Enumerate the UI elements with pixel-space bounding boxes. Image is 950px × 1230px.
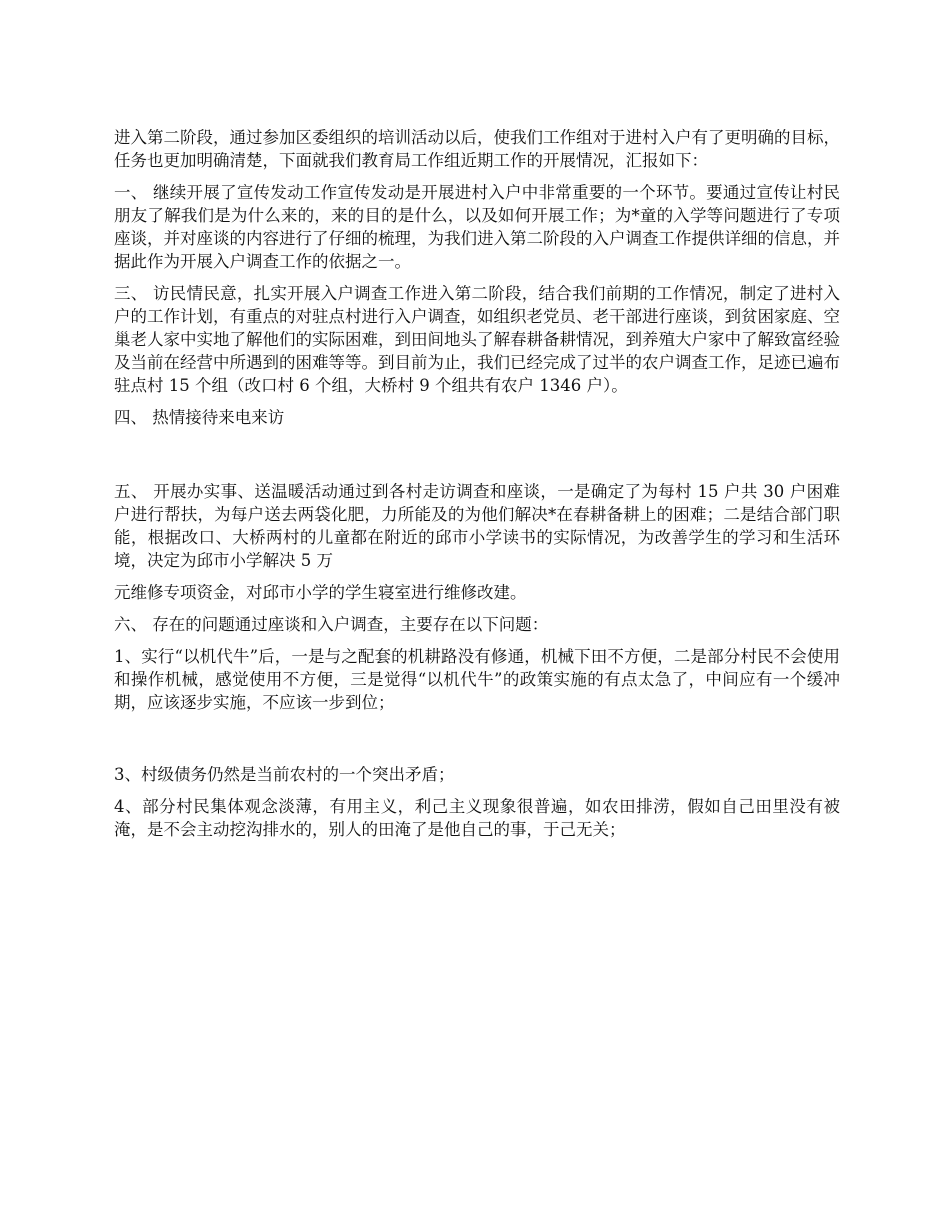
paragraph-section-5: 五、 开展办实事、送温暖活动通过到各村走访调查和座谈，一是确定了为每村 15 户共 30 户困难户进行帮扶，为每户送去两袋化肥，力所能及的为他们解决*在春耕备耕上的困难；二是结合部门职能，根据改口、大桥两村的儿童都在附近的邱市小学读书的实际情况，为改善学生的学习和生活环境，决定为邱市小学解决 5 万 (114, 482, 840, 570)
paragraph-intro: 进入第二阶段，通过参加区委组织的培训活动以后，使我们工作组对于进村入户有了更明确的目标，任务也更加明确清楚，下面就我们教育局工作组近期工作的开展情况，汇报如下： (114, 128, 840, 170)
blank-space (114, 438, 840, 480)
blank-space (114, 723, 840, 763)
paragraph-issue-4: 4、部分村民集体观念淡薄，有用主义，利己主义现象很普遍，如农田排涝，假如自己田里没有被淹，是不会主动挖沟排水的，别人的田淹了是他自己的事，于己无关； (114, 797, 840, 839)
document-body (114, 126, 840, 850)
paragraph-section-6: 六、 存在的问题通过座谈和入户调查，主要存在以下问题： (114, 615, 549, 634)
paragraph-section-4: 四、 热情接待来电来访 (114, 408, 285, 427)
paragraph-section-3: 三、 访民情民意，扎实开展入户调查工作进入第二阶段，结合我们前期的工作情况，制定了进村入户的工作计划，有重点的对驻点村进行入户调查，如组织老党员、老干部进行座谈，到贫困家庭、空巢老人家中实地了解他们的实际困难，到田间地头了解春耕备耕情况，到养殖大户家中了解致富经验及当前在经营中所遇到的困难等等。到目前为止，我们已经完成了过半的农户调查工作，足迹已遍布驻点村 15 个组（改口村 6 个组，大桥村 9 个组共有农户 1346 户）。 (114, 284, 840, 395)
paragraph-issue-1: 1、实行“以机代牛”后，一是与之配套的机耕路没有修通，机械下田不方便，二是部分村民不会使用和操作机械，感觉使用不方便，三是觉得“以机代牛”的政策实施的有点太急了，中间应有一个缓冲期，应该逐步实施，不应该一步到位； (114, 647, 840, 712)
paragraph-section-1: 一、 继续开展了宣传发动工作宣传发动是开展进村入户中非常重要的一个环节。要通过宣传让村民朋友了解我们是为什么来的，来的目的是什么，以及如何开展工作；为*童的入学等问题进行了专项座谈，并对座谈的内容进行了仔细的梳理，为我们进入第二阶段的入户调查工作提供详细的信息，并据此作为开展入户调查工作的依据之一。 (114, 183, 840, 271)
paragraph-issue-3: 3、村级债务仍然是当前农村的一个突出矛盾； (114, 765, 455, 784)
paragraph-section-5-continued: 元维修专项资金，对邱市小学的学生寝室进行维修改建。 (114, 583, 527, 602)
